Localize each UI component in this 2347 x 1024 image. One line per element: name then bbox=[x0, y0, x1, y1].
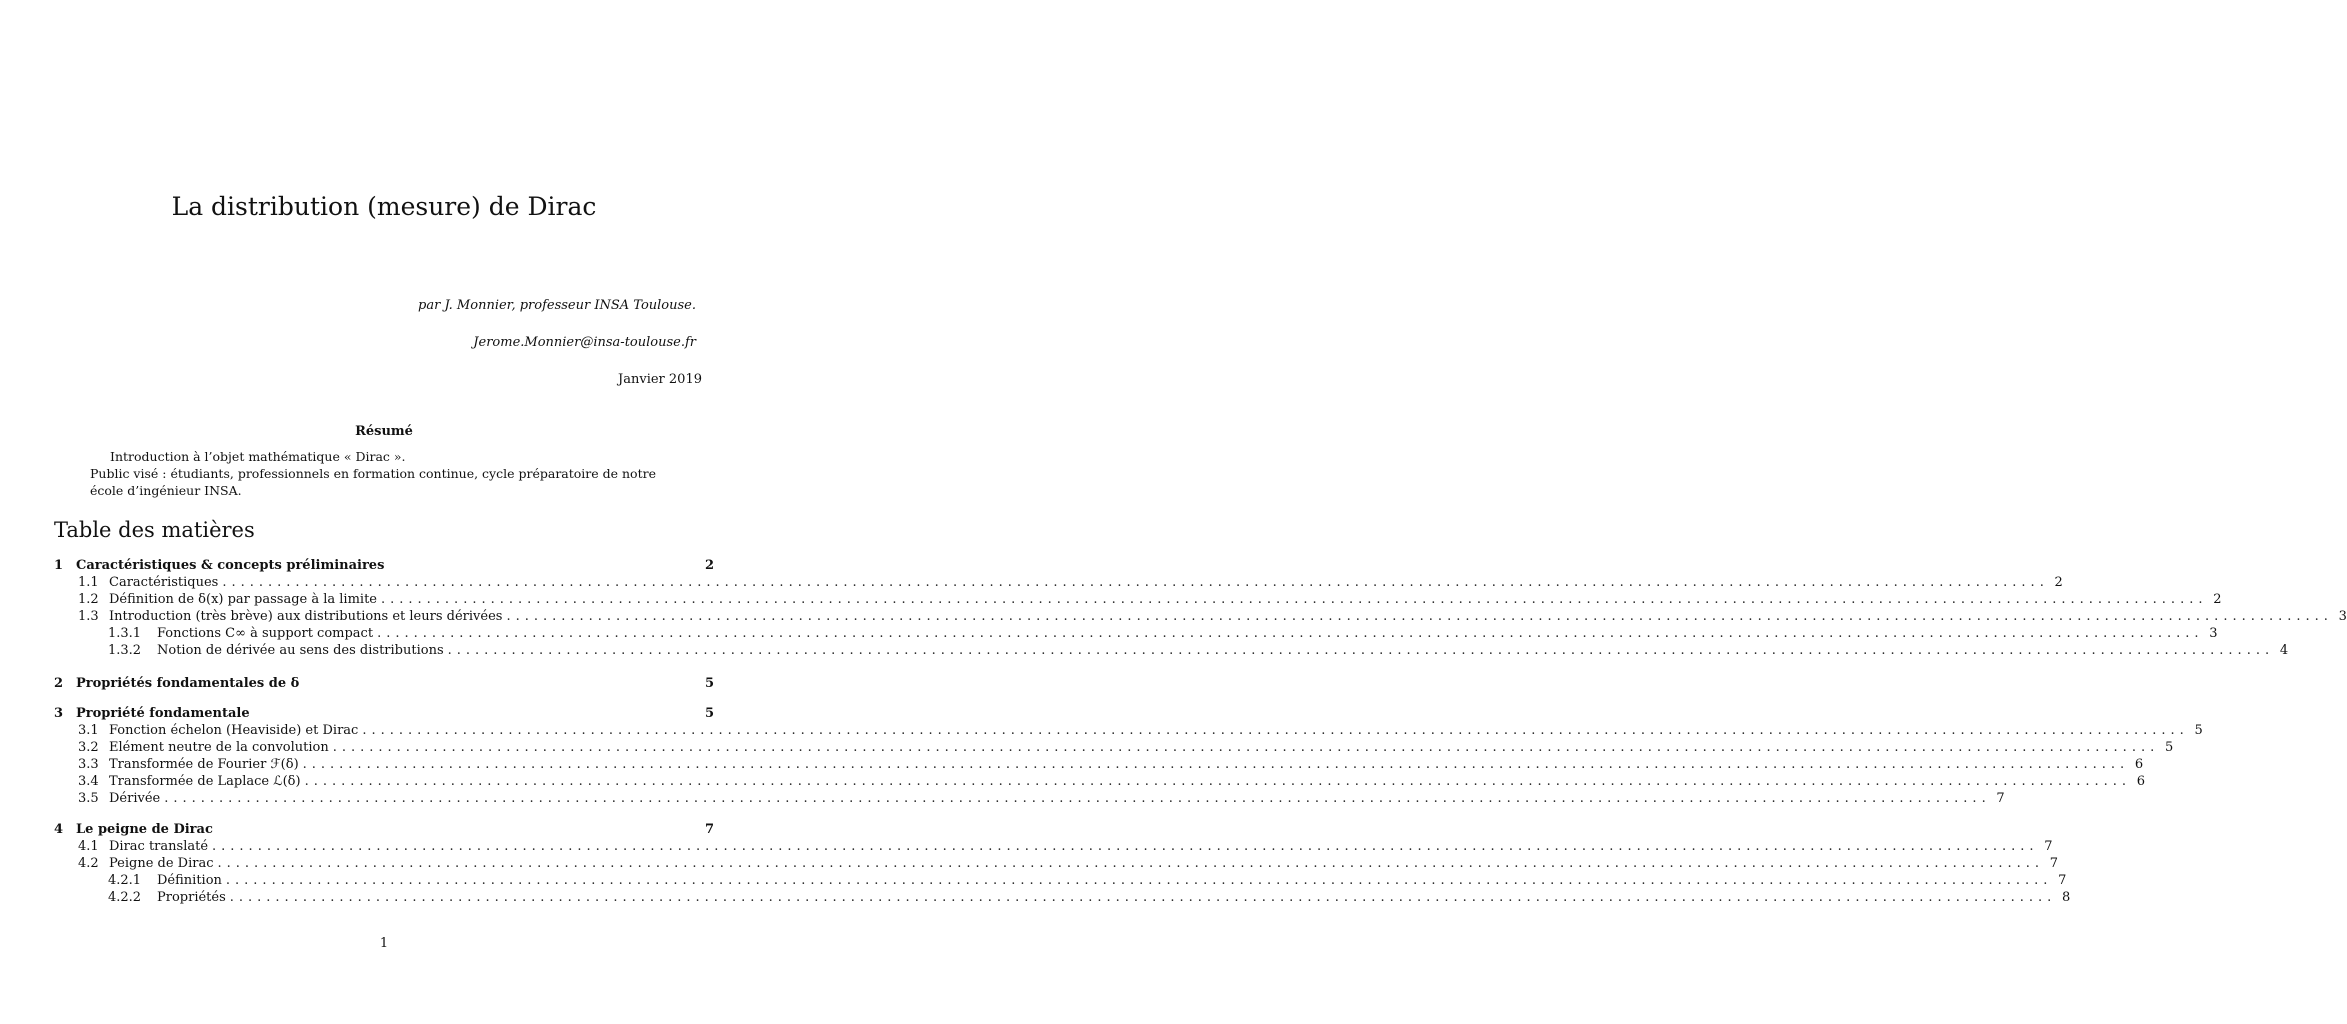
toc-entry[interactable] bbox=[78, 790, 2005, 807]
abstract-line-2: Public visé : étudiants, professionnels en formation continue, cycle préparatoire de notre école d’ingénieur INSA. bbox=[90, 466, 656, 498]
toc-entry[interactable] bbox=[108, 872, 2067, 889]
toc-dot-leader: ........................................................................................................................................................................................................ bbox=[217, 856, 2044, 871]
toc-dot-leader: ........................................................................................................................................................................................................ bbox=[229, 890, 2057, 905]
toc-dot-leader: ........................................................................................................................................................................................................ bbox=[506, 609, 2333, 624]
toc-dot-leader: ........................................................................................................................................................................................................ bbox=[212, 839, 2039, 854]
toc-entry-title: Propriétés bbox=[157, 890, 226, 905]
toc-dot-leader: ........................................................................................................................................................................................................ bbox=[332, 740, 2160, 755]
toc-dot-leader: ........................................................................................................................................................................................................ bbox=[222, 575, 2049, 590]
toc-entry-page: 5 bbox=[704, 706, 714, 721]
toc-entry-number: 4.1 bbox=[78, 839, 99, 854]
toc-entry-page: 2 bbox=[2213, 592, 2222, 607]
toc-entry[interactable] bbox=[78, 591, 2222, 608]
toc-entry-title: Fonctions C∞ à support compact bbox=[157, 626, 374, 641]
toc-entry-page: 2 bbox=[704, 558, 714, 573]
toc-entry[interactable] bbox=[108, 889, 2071, 906]
toc-entry[interactable] bbox=[54, 675, 714, 692]
toc-entry-title: Peigne de Dirac bbox=[109, 856, 214, 871]
toc-entry-title: Caractéristiques & concepts préliminaires bbox=[76, 558, 385, 573]
toc-entry-number: 3.4 bbox=[78, 774, 99, 789]
toc-entry-number: 1 bbox=[54, 558, 64, 573]
toc-dot-leader: ........................................................................................................................................................................................................ bbox=[302, 757, 2130, 772]
toc-entry-number: 3.1 bbox=[78, 723, 99, 738]
toc-entry-page: 6 bbox=[2136, 774, 2146, 789]
toc-dot-leader: ........................................................................................................................................................................................................ bbox=[447, 643, 2275, 658]
toc-entry[interactable] bbox=[54, 557, 714, 574]
toc-entry[interactable] bbox=[54, 821, 714, 838]
toc-entry[interactable] bbox=[108, 642, 2289, 659]
toc-entry-page: 4 bbox=[2279, 643, 2289, 658]
toc-entry-page: 3 bbox=[2338, 609, 2347, 624]
toc-entry-page: 7 bbox=[2049, 856, 2058, 871]
toc-entry-page: 5 bbox=[704, 676, 714, 691]
toc-entry-number: 3.2 bbox=[78, 740, 99, 755]
toc-dot-leader: ........................................................................................................................................................................................................ bbox=[377, 626, 2204, 641]
toc-entry-title: Caractéristiques bbox=[109, 575, 219, 590]
toc-dot-leader: ........................................................................................................................................................................................................ bbox=[381, 592, 2208, 607]
toc-entry-number: 4.2.2 bbox=[108, 890, 142, 905]
toc-entry-title: Elément neutre de la convolution bbox=[109, 740, 329, 755]
toc-entry[interactable] bbox=[78, 773, 2146, 790]
toc-entry-number: 4.2.1 bbox=[108, 873, 142, 888]
toc-entry-number: 1.3 bbox=[78, 609, 99, 624]
toc-entry-number: 4 bbox=[54, 822, 64, 837]
document-title: La distribution (mesure) de Dirac bbox=[171, 192, 597, 221]
toc-entry-page: 7 bbox=[704, 822, 714, 837]
abstract-line-1: Introduction à l’objet mathématique « Dirac ». bbox=[110, 449, 406, 464]
toc-entry-title: Transformée de Laplace ℒ(δ) bbox=[109, 774, 301, 789]
toc-entry-number: 3.5 bbox=[78, 791, 99, 806]
toc-entry-number: 1.1 bbox=[78, 575, 99, 590]
toc-entry-page: 7 bbox=[2044, 839, 2053, 854]
toc-entry-page: 7 bbox=[1996, 791, 2005, 806]
toc-entry[interactable] bbox=[54, 705, 714, 722]
abstract-body bbox=[90, 448, 690, 499]
toc-entry-number: 1.3.1 bbox=[108, 626, 142, 641]
toc-entry-page: 2 bbox=[2054, 575, 2063, 590]
author-email: Jerome.Monnier@insa-toulouse.fr bbox=[473, 335, 696, 350]
toc-entry[interactable] bbox=[78, 838, 2053, 855]
toc-entry-page: 3 bbox=[2209, 626, 2218, 641]
abstract-heading: Résumé bbox=[355, 424, 413, 439]
toc-entry[interactable] bbox=[108, 625, 2218, 642]
toc-entry-title: Définition bbox=[157, 873, 222, 888]
toc-entry[interactable] bbox=[78, 739, 2174, 756]
toc-entry-page: 7 bbox=[2058, 873, 2067, 888]
toc-entry-title: Introduction (très brève) aux distributions et leurs dérivées bbox=[109, 609, 503, 624]
toc-entry-page: 5 bbox=[2194, 723, 2203, 738]
page-number: 1 bbox=[379, 936, 389, 951]
toc-entry[interactable] bbox=[78, 574, 2063, 591]
toc-entry-title: Définition de δ(x) par passage à la limite bbox=[109, 592, 377, 607]
toc-entry-page: 6 bbox=[2134, 757, 2144, 772]
toc-dot-leader: ........................................................................................................................................................................................................ bbox=[362, 723, 2189, 738]
toc-entry[interactable] bbox=[78, 855, 2058, 872]
toc-entry-title: Dérivée bbox=[109, 791, 161, 806]
toc-entry-title: Propriété fondamentale bbox=[76, 706, 250, 721]
toc-dot-leader: ........................................................................................................................................................................................................ bbox=[304, 774, 2132, 789]
toc-entry-number: 3.3 bbox=[78, 757, 99, 772]
toc-entry-number: 3 bbox=[54, 706, 64, 721]
toc-entry-title: Notion de dérivée au sens des distributions bbox=[157, 643, 444, 658]
toc-entry-title: Dirac translaté bbox=[109, 839, 209, 854]
toc-entry-number: 2 bbox=[54, 676, 64, 691]
toc-entry-number: 1.2 bbox=[78, 592, 99, 607]
toc-dot-leader: ........................................................................................................................................................................................................ bbox=[225, 873, 2053, 888]
toc-entry-title: Fonction échelon (Heaviside) et Dirac bbox=[109, 723, 359, 738]
toc-heading: Table des matières bbox=[54, 518, 255, 542]
toc-dot-leader: ........................................................................................................................................................................................................ bbox=[164, 791, 1991, 806]
toc-entry-page: 8 bbox=[2061, 890, 2071, 905]
document-date: Janvier 2019 bbox=[618, 372, 702, 387]
author-line: par J. Monnier, professeur INSA Toulouse. bbox=[418, 298, 696, 313]
toc-entry-title: Propriétés fondamentales de δ bbox=[76, 676, 300, 691]
toc-entry-page: 5 bbox=[2164, 740, 2174, 755]
toc-entry[interactable] bbox=[78, 722, 2203, 739]
toc-entry-number: 1.3.2 bbox=[108, 643, 142, 658]
toc-entry-number: 4.2 bbox=[78, 856, 99, 871]
toc-entry[interactable] bbox=[78, 608, 2347, 625]
toc-entry-title: Le peigne de Dirac bbox=[76, 822, 213, 837]
toc-entry[interactable] bbox=[78, 756, 2144, 773]
toc-entry-title: Transformée de Fourier ℱ(δ) bbox=[109, 757, 299, 772]
